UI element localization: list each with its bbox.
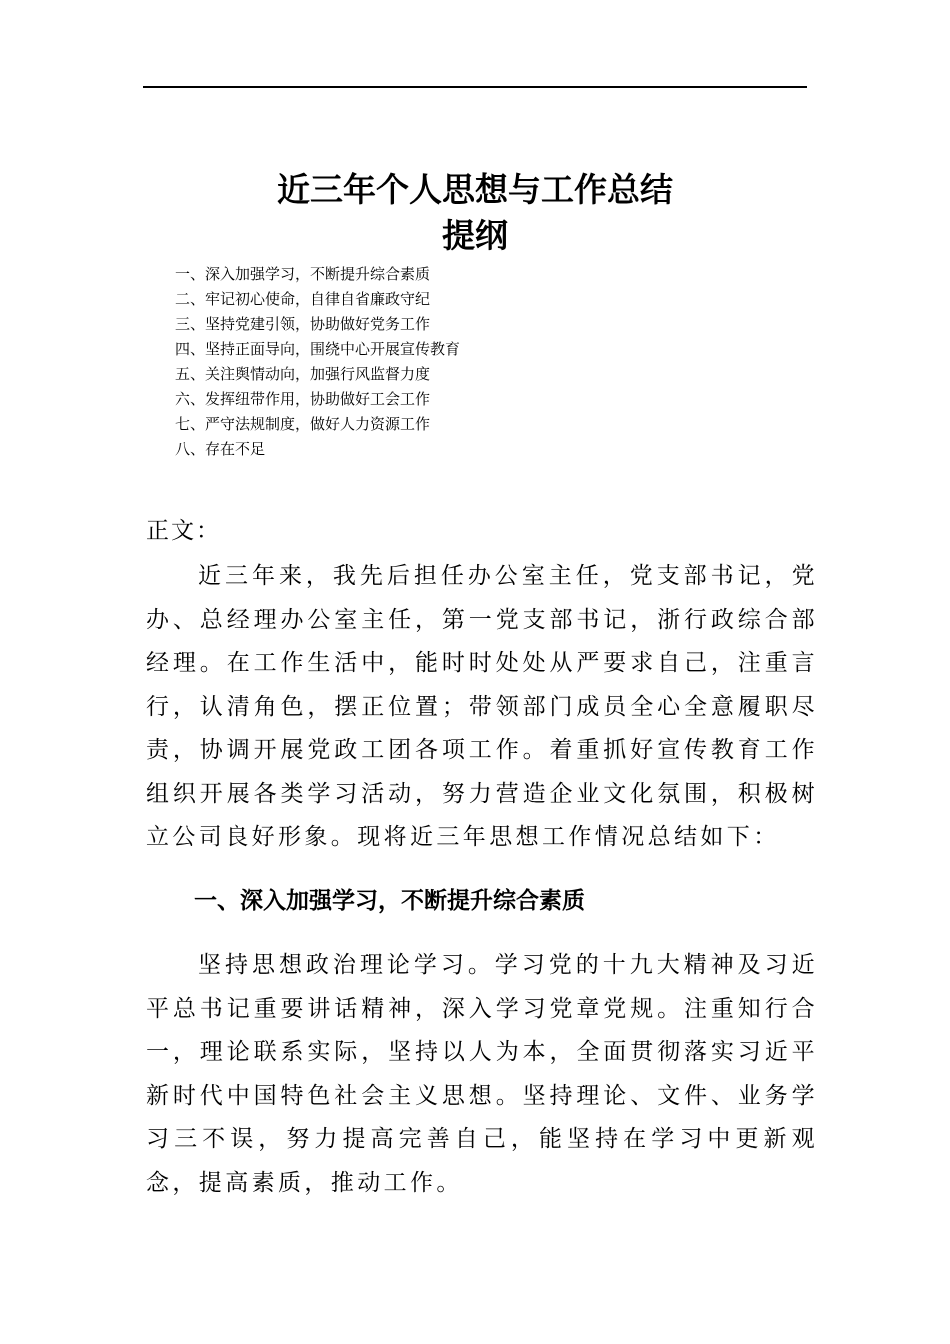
outline-item: 八、存在不足 — [175, 440, 266, 458]
header-rule — [143, 86, 807, 88]
outline-item: 六、发挥纽带作用，协助做好工会工作 — [175, 390, 431, 408]
document-title: 近三年个人思想与工作总结 — [277, 170, 673, 209]
outline-item: 五、关注舆情动向，加强行风监督力度 — [175, 365, 431, 383]
section-paragraph: 坚持思想政治理论学习。学习党的十九大精神及习近平总书记重要讲话精神，深入学习党章党规。注重知行合一，理论联系实际，坚持以人为本，全面贯彻落实习近平新时代中国特色社会主义思想。坚持理论、文件、业务学习三不误，努力提高完善自己，能坚持在学习中更新观念，提高素质，推动工作。 — [146, 952, 818, 1196]
document-subtitle: 提纲 — [442, 216, 508, 255]
outline-item: 一、深入加强学习，不断提升综合素质 — [175, 265, 431, 283]
intro-paragraph: 近三年来，我先后担任办公室主任，党支部书记，党办、总经理办公室主任，第一党支部书记，浙行政综合部经理。在工作生活中，能时时处处从严要求自己，注重言行，认清角色，摆正位置；带领部门成员全心全意履职尽责，协调开展党政工团各项工作。着重抓好宣传教育工作组织开展各类学习活动，努力营造企业文化氛围，积极树立公司良好形象。现将近三年思想工作情况总结如下： — [146, 563, 818, 850]
section-heading: 一、深入加强学习，不断提升综合素质 — [194, 888, 585, 914]
outline-item: 三、坚持党建引领，协助做好党务工作 — [175, 315, 431, 333]
outline-item: 二、牢记初心使命，自律自省廉政守纪 — [175, 290, 431, 308]
outline-list — [175, 262, 460, 462]
body-label: 正文： — [146, 518, 221, 544]
outline-item: 四、坚持正面导向，围绕中心开展宣传教育 — [175, 340, 461, 358]
outline-item: 七、严守法规制度，做好人力资源工作 — [175, 415, 431, 433]
